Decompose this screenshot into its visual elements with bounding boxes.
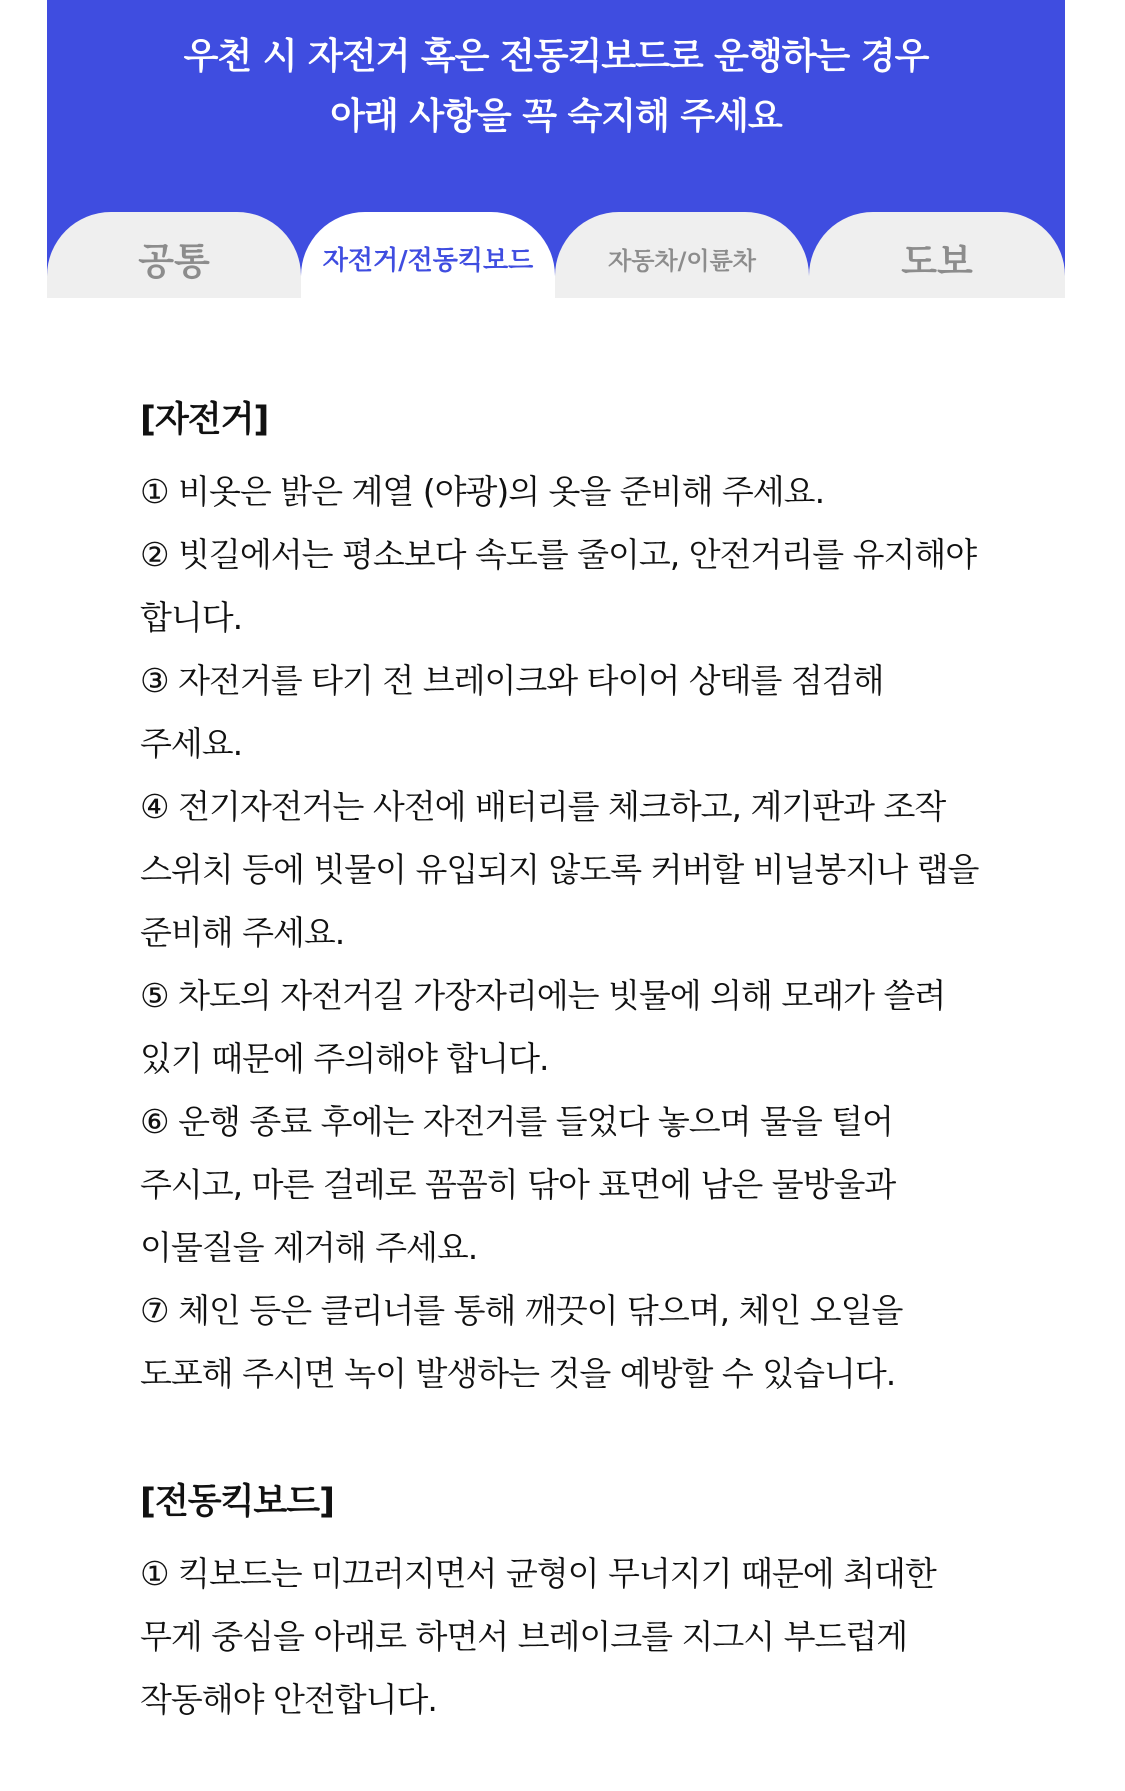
content-line: ① 킥보드는 미끄러지면서 균형이 무너지기 때문에 최대한 [140,1554,936,1593]
section-title-kickboard: [전동킥보드] [140,1482,335,1522]
tab-label: 자동차/이륜차 [608,246,756,275]
section-title-bicycle: [자전거] [140,400,269,440]
tab-car-motorcycle[interactable] [555,212,809,298]
content-line: 스위치 등에 빗물이 유입되지 않도록 커버할 비닐봉지나 랩을 [140,850,979,889]
content-line: 주시고, 마른 걸레로 꼼꼼히 닦아 표면에 남은 물방울과 [140,1165,896,1204]
tab-label: 공통 [138,240,210,283]
content-line: ① 비옷은 밝은 계열 (야광)의 옷을 준비해 주세요. [140,472,825,511]
tab-bicycle-kickboard[interactable] [301,212,555,298]
content-line: 무게 중심을 아래로 하면서 브레이크를 지그시 부드럽게 [140,1617,908,1656]
category-tabs [47,212,1065,298]
header-line-2: 아래 사항을 꼭 숙지해 주세요 [330,96,782,137]
content-line: ② 빗길에서는 평소보다 속도를 줄이고, 안전거리를 유지해야 [140,535,977,574]
header-line-1: 우천 시 자전거 혹은 전동킥보드로 운행하는 경우 [183,36,929,77]
tab-label: 자전거/전동킥보드 [322,245,534,276]
tab-common[interactable] [47,212,301,298]
tab-walking[interactable] [809,212,1065,298]
content-line: 주세요. [140,724,243,763]
content-line: 도포해 주시면 녹이 발생하는 것을 예방할 수 있습니다. [140,1354,896,1393]
content-line: 이물질을 제거해 주세요. [140,1228,478,1267]
content-line: 있기 때문에 주의해야 합니다. [140,1039,549,1078]
content-line: ③ 자전거를 타기 전 브레이크와 타이어 상태를 점검해 [140,661,884,700]
content-line: ④ 전기자전거는 사전에 배터리를 체크하고, 계기판과 조작 [140,787,946,826]
content-line: ⑥ 운행 종료 후에는 자전거를 들었다 놓으며 물을 털어 [140,1102,893,1141]
content-line: 작동해야 안전합니다. [140,1680,437,1719]
content-line: ⑦ 체인 등은 클리너를 통해 깨끗이 닦으며, 체인 오일을 [140,1291,903,1330]
content-line: 준비해 주세요. [140,913,345,952]
content-line: 합니다. [140,598,243,637]
tab-label: 도보 [901,240,973,283]
content-line: ⑤ 차도의 자전거길 가장자리에는 빗물에 의해 모래가 쓸려 [140,976,946,1015]
